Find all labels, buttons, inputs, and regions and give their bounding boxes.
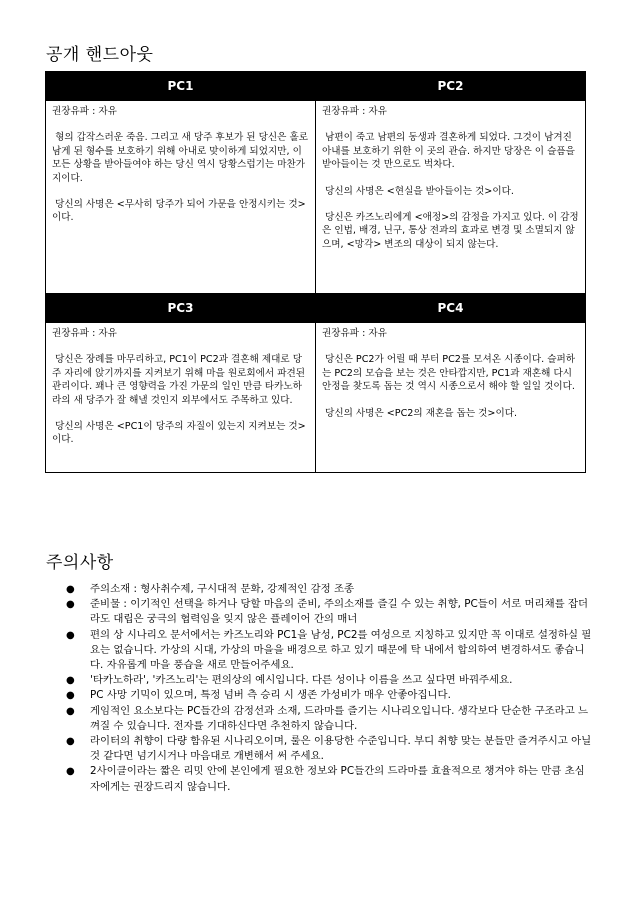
- bullet-icon: ●: [66, 736, 75, 748]
- handout-section-title: 공개 핸드아웃: [46, 45, 154, 65]
- pc2-card: [316, 101, 586, 294]
- notes-list: [48, 582, 593, 795]
- bullet-icon: ●: [66, 629, 75, 641]
- note-text: '타카노하라', '카즈노리'는 편의상의 예시입니다. 다른 성이나 이름을 쓰고 싶다면 바꿔주세요.: [90, 674, 513, 687]
- list-item: [48, 704, 593, 734]
- pc2-emotion-text: 당신은 카즈노리에게 <애정>의 감정을 가지고 있다. 이 감정은 인법, 배경, 닌구, 통상 전과의 효과로 변경 및 소멸되지 않으며, <망각> 변조의 대상이 되지 않는다.: [322, 212, 579, 250]
- list-item: [48, 673, 593, 688]
- pc4-header: PC4: [316, 294, 586, 323]
- list-item: [48, 688, 593, 703]
- pc3-header: PC3: [46, 294, 316, 323]
- note-text: 주의소재 : 형사취수제, 구시대적 문화, 강제적인 감정 조종: [90, 583, 355, 595]
- pc4-background-text: 당신은 PC2가 어릴 때 부터 PC2를 모셔온 시종이다. 슬퍼하는 PC2의 모습을 보는 것은 안타깝지만, PC1과 재혼해 다시 안정을 찾도록 돕는 것 역시 시종으로서 해야 할 일일 것이다.: [322, 354, 576, 393]
- note-text: 게임적인 요소보다는 PC들간의 감정선과 소재, 드라마를 즐기는 시나리오입니다. 생각보다 단순한 구조라고 느껴질 수 있습니다. 전자를 기대하신다면 추천하지 않습니다.: [90, 704, 589, 732]
- bullet-icon: ●: [66, 584, 75, 595]
- note-text: 2사이클이라는 짧은 리밋 안에 본인에게 필요한 정보와 PC들간의 드라마를 효율적으로 챙겨야 하는 만큼 초심자에게는 권장드리지 않습니다.: [90, 765, 585, 793]
- handout-table: [45, 71, 586, 473]
- list-item: [48, 597, 593, 627]
- pc3-mission-text: 당신의 사명은 <PC1이 당주의 자질이 있는지 지켜보는 것>이다.: [52, 421, 306, 446]
- bullet-icon: ●: [66, 705, 75, 717]
- pc1-background-text: 형의 갑작스러운 죽음. 그리고 새 당주 후보가 된 당신은 홀로 남게 된 형수를 보호하기 위해 아내로 맞이하게 되었지만, 이 모든 상황을 받아들여야 하는 당신 역시 당황스럽기는 마찬가지이다.: [52, 132, 312, 184]
- note-text: 라이터의 취향이 다량 함유된 시나리오이며, 룰은 이용당한 수준입니다. 부디 취향 맞는 분들만 즐겨주시고 아닐 것 같다면 넘기시거나 마음대로 개변해서 써 주세요.: [90, 735, 592, 763]
- pc1-header: PC1: [46, 72, 316, 101]
- pc2-recommended-school: 권장유파 : 자유: [322, 106, 387, 117]
- bullet-icon: ●: [66, 766, 75, 778]
- pc4-card: [316, 323, 586, 473]
- pc1-mission-text: 당신의 사명은 <무사히 당주가 되어 가문을 안정시키는 것>이다.: [52, 199, 306, 224]
- note-text: 준비물 : 이기적인 선택을 하거나 당할 마음의 준비, 주의소재를 즐길 수 있는 취향, PC들이 서로 머리채를 잡더라도 대립은 궁극의 협력임을 잊지 않은 플레이어 간의 매너: [90, 598, 589, 626]
- notes-section-title: 주의사항: [46, 553, 114, 573]
- pc4-recommended-school: 권장유파 : 자유: [322, 328, 387, 339]
- note-text: 편의 상 시나리오 문서에서는 카즈노리와 PC1을 남성, PC2를 여성으로 지칭하고 있지만 꼭 이대로 설정하실 필요는 없습니다. 가상의 시대, 가상의 마을을 배경으로 하고 있기 때문에 탁 내에서 합의하여 변경하셔도 좋습니다. 자유롭게 마을 풍습을 새로 만들어주세요.: [90, 628, 592, 672]
- bullet-icon: ●: [66, 675, 75, 687]
- pc3-recommended-school: 권장유파 : 자유: [52, 328, 117, 339]
- pc2-mission-text: 당신의 사명은 <현실을 받아들이는 것>이다.: [322, 185, 514, 197]
- bullet-icon: ●: [66, 690, 75, 702]
- list-item: [48, 582, 593, 597]
- list-item: [48, 764, 593, 794]
- pc2-background-text: 남편이 죽고 남편의 동생과 결혼하게 되었다. 그것이 남겨진 아내를 보호하기 위한 이 곳의 관습. 하지만 당장은 이 슬픔을 받아들이는 것 만으로도 벅차다.: [322, 132, 578, 171]
- pc4-mission-text: 당신의 사명은 <PC2의 재혼을 돕는 것>이다.: [322, 407, 518, 419]
- note-text: PC 사망 기믹이 있으며, 특정 넘버 측 승리 시 생존 가성비가 매우 안좋아집니다.: [90, 689, 451, 702]
- pc3-card: [46, 323, 316, 473]
- pc3-background-text: 당신은 장례를 마무리하고, PC1이 PC2과 결혼해 제대로 당주 자리에 앉기까지를 지켜보기 위해 마을 원로회에서 파견된 관리이다. 꽤나 큰 영향력을 가진 가문의 일인 만큼 타카노하라의 새 당주가 잘 해낼 것인지 외부에서도 주목하고 있다.: [52, 354, 309, 406]
- bullet-icon: ●: [66, 599, 75, 611]
- pc2-header: PC2: [316, 72, 586, 101]
- pc1-card: [46, 101, 316, 294]
- list-item: [48, 628, 593, 674]
- pc1-recommended-school: 권장유파 : 자유: [52, 106, 117, 117]
- list-item: [48, 734, 593, 764]
